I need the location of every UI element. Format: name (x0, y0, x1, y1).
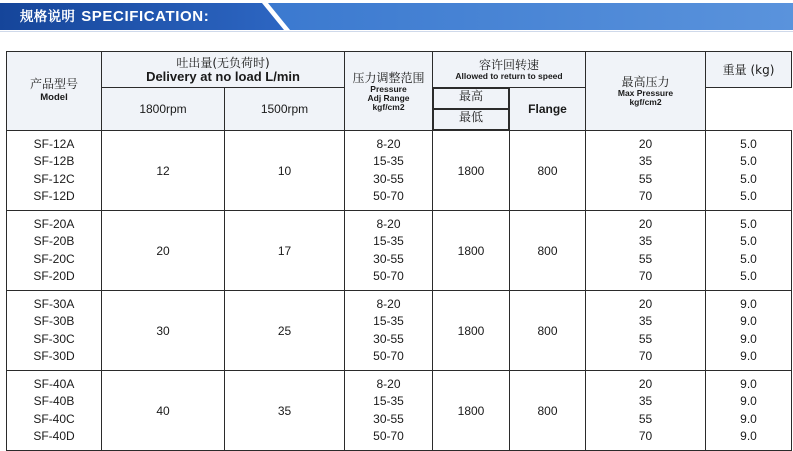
header-pressure-en1: Pressure (370, 83, 407, 94)
model-cell-value: SF-12B (33, 154, 75, 168)
table-row (7, 291, 792, 371)
model-cell-value: SF-12C (33, 171, 75, 186)
weight-cell-value: 9.0 (740, 296, 757, 311)
max-pressure-cell-value: 55 (638, 331, 653, 346)
banner-title (20, 6, 209, 27)
header-model-cn: 产品型号 (29, 77, 78, 91)
pressure-range-cell-value: 30-55 (373, 411, 404, 426)
model-cell (7, 211, 102, 291)
pressure-range-cell-value: 15-35 (373, 234, 404, 248)
speed-max-cell: 1800 (433, 211, 510, 291)
model-cell-value: SF-30B (33, 314, 75, 328)
header-speed (433, 52, 586, 88)
weight-cell (706, 211, 792, 291)
max-pressure-cell (586, 291, 706, 371)
speed-max-cell: 1800 (433, 291, 510, 371)
delivery-1800-cell: 40 (102, 371, 225, 451)
weight-cell-value: 5.0 (740, 269, 757, 283)
pressure-range-cell-value: 15-35 (373, 154, 404, 168)
model-cell (7, 371, 102, 451)
section-banner (0, 0, 793, 33)
pressure-range-cell (345, 211, 433, 291)
max-pressure-cell-value: 35 (638, 314, 653, 328)
header-max-pressure (586, 52, 706, 131)
delivery-1500-cell: 17 (225, 211, 345, 291)
weight-cell-value: 5.0 (740, 234, 757, 248)
header-speed-max: 最高 (433, 88, 509, 109)
banner-title-en: SPECIFICATION: (81, 8, 210, 25)
pressure-range-cell-value: 8-20 (376, 376, 401, 391)
header-maxp-unit: kgf/cm2 (629, 97, 662, 107)
max-pressure-cell-value: 70 (638, 269, 653, 283)
model-cell-value: SF-12A (33, 136, 75, 151)
delivery-1800-cell: 20 (102, 211, 225, 291)
header-speed-min: 最低 (433, 109, 509, 130)
speed-min-cell: 800 (510, 371, 586, 451)
table-row (7, 371, 792, 451)
pressure-range-cell-value: 30-55 (373, 251, 404, 266)
model-cell-value: SF-20A (33, 216, 75, 231)
header-rpm-1800: 1800rpm (102, 88, 225, 131)
speed-max-cell: 1800 (433, 371, 510, 451)
header-pressure-cn: 压力调整范围 (352, 70, 425, 85)
pressure-range-cell-value: 30-55 (373, 171, 404, 186)
weight-cell (706, 291, 792, 371)
weight-cell-value: 9.0 (740, 349, 757, 363)
delivery-1800-cell: 12 (102, 131, 225, 211)
header-weight (706, 52, 792, 88)
max-pressure-cell-value: 70 (638, 349, 653, 363)
max-pressure-cell-value: 35 (638, 234, 653, 248)
max-pressure-cell-value: 20 (638, 136, 653, 151)
model-cell-value: SF-40A (33, 376, 75, 391)
header-flange: Flange (510, 88, 586, 131)
weight-cell-value: 9.0 (740, 411, 757, 426)
pressure-range-cell-value: 15-35 (373, 314, 404, 328)
max-pressure-cell (586, 211, 706, 291)
model-cell-value: SF-40C (33, 411, 75, 426)
header-delivery-cn: 吐出量(无负荷时) (176, 55, 270, 70)
max-pressure-cell-value: 70 (638, 429, 653, 443)
model-cell-value: SF-20C (33, 251, 75, 266)
model-cell-value: SF-20D (33, 269, 75, 283)
header-model (7, 52, 102, 131)
speed-min-cell: 800 (510, 131, 586, 211)
pressure-range-cell-value: 50-70 (373, 189, 404, 203)
max-pressure-cell-value: 20 (638, 376, 653, 391)
max-pressure-cell-value: 35 (638, 154, 653, 168)
header-pressure-en2: Adj Range (367, 92, 410, 103)
header-pressure-range (345, 52, 433, 131)
model-cell (7, 291, 102, 371)
header-maxp-en: Max Pressure (617, 88, 674, 98)
max-pressure-cell-value: 55 (638, 411, 653, 426)
specification-table (6, 51, 792, 451)
model-cell-value: SF-20B (33, 234, 75, 248)
max-pressure-cell (586, 371, 706, 451)
max-pressure-cell-value: 55 (638, 251, 653, 266)
pressure-range-cell (345, 371, 433, 451)
weight-cell-value: 9.0 (740, 331, 757, 346)
max-pressure-cell-value: 35 (638, 394, 653, 408)
weight-cell-value: 5.0 (740, 189, 757, 203)
table-row (7, 211, 792, 291)
delivery-1800-cell: 30 (102, 291, 225, 371)
weight-cell-value: 5.0 (740, 154, 757, 168)
pressure-range-cell-value: 50-70 (373, 349, 404, 363)
max-pressure-cell-value: 20 (638, 216, 653, 231)
weight-cell-value: 9.0 (740, 314, 757, 328)
pressure-range-cell-value: 8-20 (376, 136, 401, 151)
max-pressure-cell-value: 20 (638, 296, 653, 311)
delivery-1500-cell: 35 (225, 371, 345, 451)
pressure-range-cell (345, 131, 433, 211)
model-cell-value: SF-40D (33, 429, 75, 443)
weight-cell-value: 5.0 (740, 171, 757, 186)
header-speed-en: Allowed to return to speed (455, 71, 563, 81)
max-pressure-cell-value: 55 (638, 171, 653, 186)
pressure-range-cell-value: 8-20 (376, 216, 401, 231)
model-cell-value: SF-30A (33, 296, 75, 311)
weight-cell-value: 5.0 (740, 216, 757, 231)
weight-cell-value: 5.0 (740, 251, 757, 266)
pressure-range-cell-value: 8-20 (376, 296, 401, 311)
table-row (7, 131, 792, 211)
header-maxp-cn: 最高压力 (621, 75, 670, 89)
speed-max-cell: 1800 (433, 131, 510, 211)
weight-cell (706, 371, 792, 451)
header-pressure-unit: kgf/cm2 (372, 101, 405, 112)
model-cell (7, 131, 102, 211)
model-cell-value: SF-30D (33, 349, 75, 363)
pressure-range-cell-value: 15-35 (373, 394, 404, 408)
weight-cell-value: 9.0 (740, 376, 757, 391)
weight-cell-value: 5.0 (740, 136, 757, 151)
pressure-range-cell-value: 30-55 (373, 331, 404, 346)
model-cell-value: SF-12D (33, 189, 75, 203)
header-delivery (102, 52, 345, 88)
header-delivery-en: Delivery at no load L/min (146, 68, 300, 84)
speed-min-cell: 800 (510, 211, 586, 291)
delivery-1500-cell: 25 (225, 291, 345, 371)
header-speed-cn: 容许回转速 (479, 58, 540, 72)
header-model-en: Model (40, 92, 68, 103)
weight-cell-value: 9.0 (740, 429, 757, 443)
header-weight-cn: 重量 (kg) (722, 62, 775, 77)
header-rpm-1500: 1500rpm (225, 88, 345, 131)
max-pressure-cell-value: 70 (638, 189, 653, 203)
banner-title-cn: 规格说明 (20, 9, 76, 25)
weight-cell (706, 131, 792, 211)
model-cell-value: SF-30C (33, 331, 75, 346)
delivery-1500-cell: 10 (225, 131, 345, 211)
weight-cell-value: 9.0 (740, 394, 757, 408)
max-pressure-cell (586, 131, 706, 211)
pressure-range-cell (345, 291, 433, 371)
pressure-range-cell-value: 50-70 (373, 429, 404, 443)
speed-min-cell: 800 (510, 291, 586, 371)
model-cell-value: SF-40B (33, 394, 75, 408)
header-row-1 (7, 52, 792, 88)
pressure-range-cell-value: 50-70 (373, 269, 404, 283)
